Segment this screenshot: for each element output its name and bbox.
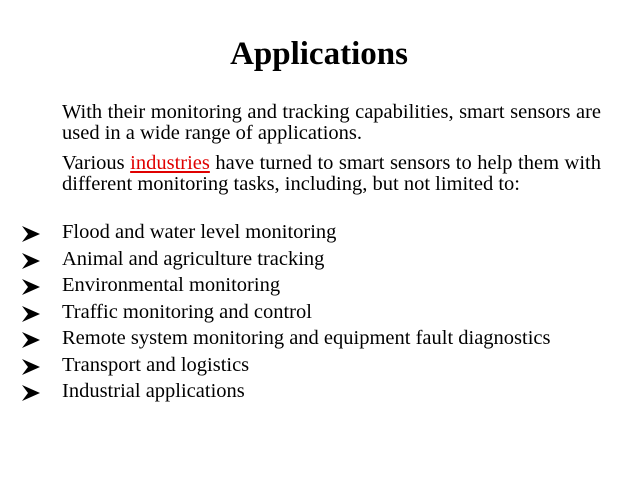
- arrowhead-bullet-icon: [22, 353, 62, 379]
- list-item-text: Animal and agriculture tracking: [62, 247, 325, 270]
- arrowhead-bullet-icon: [22, 300, 62, 326]
- industries-paragraph-before: Various: [62, 152, 131, 174]
- industries-paragraph-after: have turned to smart sensors to help them with different monitoring tasks, including, but not limited to:: [62, 152, 601, 195]
- list-item-text: Environmental monitoring: [62, 274, 281, 296]
- arrowhead-bullet-icon: [22, 247, 62, 273]
- intro-paragraph-text: With their monitoring and tracking capabilities, smart sensors are used in a wide range of applications.: [62, 101, 601, 144]
- list-item-text: Flood and water level monitoring: [62, 221, 337, 243]
- intro-paragraph: [62, 102, 601, 144]
- list-item: [22, 219, 551, 246]
- arrowhead-bullet-icon: [22, 220, 62, 246]
- slide-title: Applications: [230, 36, 408, 72]
- list-item-text: Industrial applications: [62, 380, 245, 402]
- list-item: [22, 272, 551, 299]
- industries-paragraph: [62, 153, 601, 195]
- list-item-text: Transport and logistics: [62, 353, 250, 376]
- industries-link[interactable]: industries: [130, 152, 210, 174]
- list-item-text: Traffic monitoring and control: [62, 300, 312, 323]
- arrowhead-bullet-icon: [22, 326, 62, 352]
- arrowhead-bullet-icon: [22, 273, 62, 299]
- list-item-text: Remote system monitoring and equipment fault diagnostics: [62, 327, 551, 349]
- list-item: [22, 246, 551, 273]
- list-item: [22, 352, 551, 379]
- applications-list: [22, 219, 551, 405]
- list-item: [22, 299, 551, 326]
- arrowhead-bullet-icon: [22, 379, 62, 405]
- list-item: [22, 325, 551, 352]
- list-item: [22, 378, 551, 405]
